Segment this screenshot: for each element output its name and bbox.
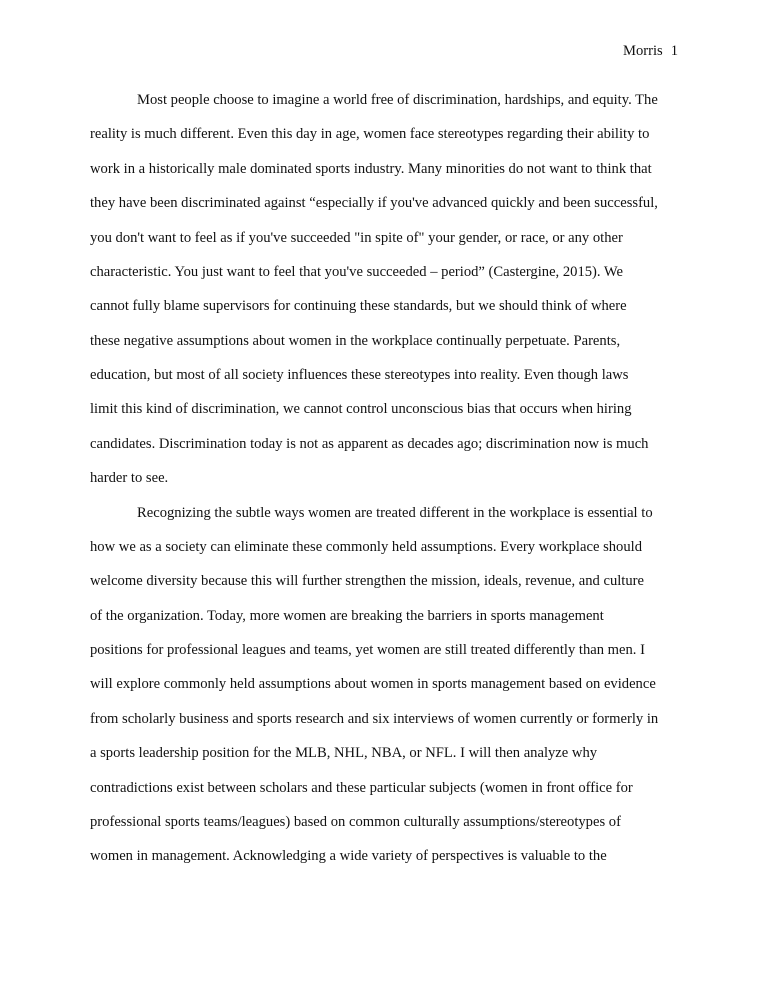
header-page-number: 1	[670, 43, 678, 59]
body-text	[90, 86, 682, 877]
paragraph-1-line: characteristic. You just want to feel that you've succeeded – period” (Castergine, 2015). We	[90, 263, 624, 280]
paragraph-1-line: limit this kind of discrimination, we cannot control unconscious bias that occurs when hiring	[90, 401, 632, 418]
running-header	[623, 43, 678, 60]
paragraph-1-line: they have been discriminated against “especially if you've advanced quickly and been successful,	[90, 195, 658, 212]
paragraph-2-line: women in management. Acknowledging a wide variety of perspectives is valuable to the	[90, 848, 607, 865]
paragraph-2-line: will explore commonly held assumptions about women in sports management based on evidence	[90, 676, 656, 693]
paragraph-2-line: positions for professional leagues and teams, yet women are still treated differently than men. I	[90, 642, 645, 658]
paragraph-1-line: education, but most of all society influences these stereotypes into reality. Even though laws	[90, 367, 629, 383]
paragraph-1-line: reality is much different. Even this day in age, women face stereotypes regarding their ability to	[90, 126, 650, 143]
paragraph-1-line: you don't want to feel as if you've succeeded "in spite of" your gender, or race, or any other	[90, 229, 623, 246]
paragraph-2-line: contradictions exist between scholars and these particular subjects (women in front office for	[90, 779, 633, 796]
paragraph-1-line: harder to see.	[90, 470, 169, 487]
paragraph-2-line: from scholarly business and sports research and six interviews of women currently or formerly in	[90, 710, 659, 727]
paragraph-2-line: how we as a society can eliminate these commonly held assumptions. Every workplace should	[90, 538, 642, 555]
paragraph-2-line: Recognizing the subtle ways women are treated different in the workplace is essential to	[137, 504, 653, 521]
paragraph-1-line: Most people choose to imagine a world free of discrimination, hardships, and equity. The	[137, 92, 658, 108]
paragraph-2-line: professional sports teams/leagues) based on common culturally assumptions/stereotypes of	[90, 813, 621, 830]
paragraph-2-line: welcome diversity because this will further strengthen the mission, ideals, revenue, and culture	[90, 573, 644, 590]
paragraph-2-line: a sports leadership position for the MLB, NHL, NBA, or NFL. I will then analyze why	[90, 745, 598, 762]
paragraph-1-line: cannot fully blame supervisors for continuing these standards, but we should think of where	[90, 298, 627, 315]
paragraph-1-line: these negative assumptions about women in the workplace continually perpetuate. Parents,	[90, 332, 621, 349]
header-author: Morris	[622, 43, 663, 59]
paragraph-2-line: of the organization. Today, more women are breaking the barriers in sports management	[90, 607, 604, 624]
paragraph-1-line: candidates. Discrimination today is not as apparent as decades ago; discrimination now is much	[90, 435, 649, 452]
paragraph-1-line: work in a historically male dominated sports industry. Many minorities do not want to think that	[90, 160, 652, 177]
